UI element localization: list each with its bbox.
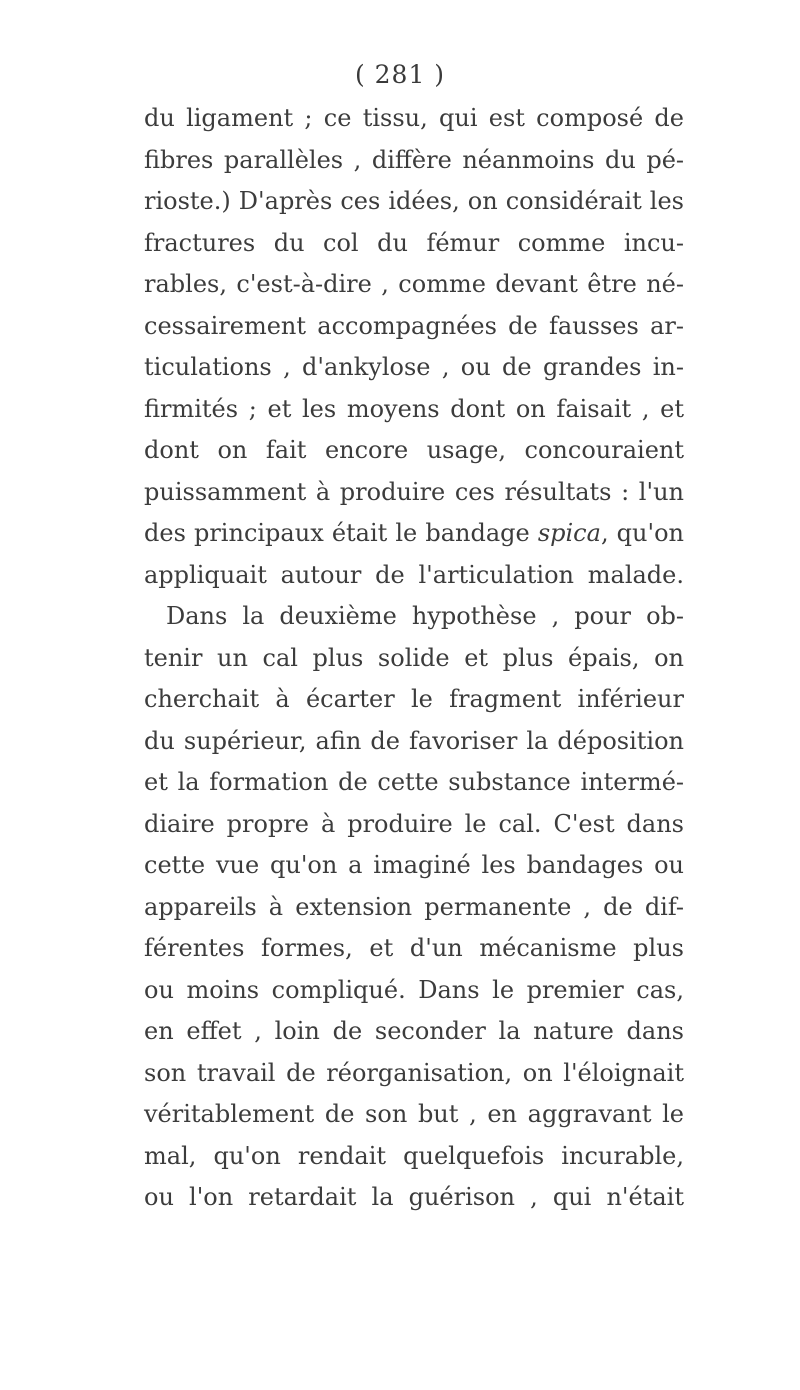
text-line: firmités ; et les moyens dont on faisait , et bbox=[144, 394, 684, 423]
body-text bbox=[144, 98, 684, 1219]
paragraph-start-line: Dans la deuxième hypothèse , pour ob- bbox=[166, 602, 684, 630]
text-line: rioste.) D'après ces idées, on considérait les bbox=[144, 187, 684, 215]
text-line: férentes formes, et d'un mécanisme plus bbox=[144, 934, 684, 962]
text-line: tenir un cal plus solide et plus épais, on bbox=[144, 643, 684, 672]
text-line: appliquait autour de l'articulation malade. bbox=[144, 560, 684, 589]
text-line: son travail de réorganisation, on l'éloignait bbox=[144, 1058, 684, 1087]
text-line-start: des principaux était le bandage bbox=[144, 519, 530, 547]
text-line-end: , qu'on bbox=[600, 519, 684, 547]
text-line: du ligament ; ce tissu, qui est composé de bbox=[144, 104, 684, 132]
text-line: dont on fait encore usage, concouraient bbox=[144, 436, 684, 464]
text-line: cherchait à écarter le fragment inférieur bbox=[144, 685, 684, 713]
page-number: ( 281 ) bbox=[354, 60, 446, 89]
text-line: en effet , loin de seconder la nature dans bbox=[144, 1017, 684, 1045]
italic-term-spica: spica bbox=[537, 519, 601, 547]
text-line: et la formation de cette substance intermé- bbox=[144, 768, 684, 796]
text-line: mal, qu'on rendait quelquefois incurable, bbox=[144, 1141, 684, 1170]
text-line: fibres parallèles , diffère néanmoins du pé- bbox=[144, 145, 684, 174]
text-line-with-italic bbox=[144, 513, 684, 555]
text-line: fractures du col du fémur comme incu- bbox=[144, 228, 684, 257]
text-line: du supérieur, afin de favoriser la déposition bbox=[144, 726, 684, 755]
text-line: rables, c'est-à-dire , comme devant être né- bbox=[144, 270, 684, 298]
text-line: véritablement de son but , en aggravant le bbox=[144, 1100, 684, 1128]
text-line: diaire propre à produire le cal. C'est dans bbox=[144, 809, 684, 838]
text-line: appareils à extension permanente , de dif- bbox=[144, 892, 684, 921]
text-line: ou l'on retardait la guérison , qui n'était bbox=[144, 1183, 684, 1211]
text-line: cessairement accompagnées de fausses ar- bbox=[144, 311, 684, 340]
text-line: puissamment à produire ces résultats : l'un bbox=[144, 477, 684, 506]
text-line: ticulations , d'ankylose , ou de grandes in- bbox=[144, 353, 684, 381]
text-line: ou moins compliqué. Dans le premier cas, bbox=[144, 975, 684, 1004]
text-line: cette vue qu'on a imaginé les bandages ou bbox=[144, 851, 684, 879]
